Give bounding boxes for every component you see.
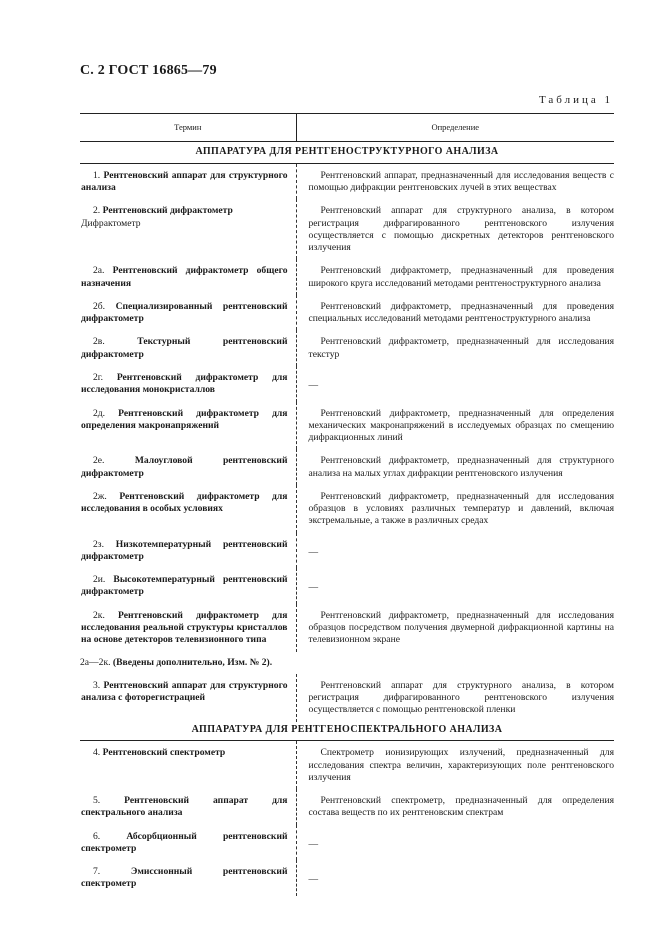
term-cell bbox=[80, 533, 296, 569]
term-row bbox=[80, 199, 614, 259]
definition-text: Рентгеновский дифрактометр, предназначенный для исследования текстур bbox=[308, 336, 614, 360]
definition-cell bbox=[296, 860, 614, 896]
term-number: 2г. bbox=[93, 371, 104, 383]
term-row bbox=[80, 449, 614, 485]
definition-cell bbox=[296, 449, 614, 485]
term-number: 2ж. bbox=[93, 490, 107, 502]
term-number: 2д. bbox=[93, 407, 106, 419]
term-cell bbox=[80, 604, 296, 652]
definition-text: Рентгеновский дифрактометр, предназначенный для исследования образцов в условиях различных температур и давлений, включая экстремальные, а также в различных средах bbox=[308, 490, 614, 527]
term-cell bbox=[80, 789, 296, 825]
definition-cell bbox=[296, 199, 614, 259]
term-row bbox=[80, 533, 614, 569]
term-text: Рентгеновский спектрометр bbox=[102, 747, 226, 759]
term-number: 3. bbox=[93, 679, 101, 691]
term-row bbox=[80, 163, 614, 199]
definition-text: Рентгеновский аппарат, предназначенный для исследования веществ с помощью дифракции рентгеновских лучей в этих веществах bbox=[308, 169, 614, 194]
definition-cell bbox=[296, 295, 614, 331]
definition-text: Рентгеновский дифрактометр, предназначенный для проведения специальных исследований методами рентгеноструктурного анализа bbox=[308, 300, 614, 325]
term-text: Рентгеновский дифрактометр для исследования реальной структуры кристаллов на основе детекторов телевизионного типа bbox=[81, 609, 288, 646]
amendment-note-text: (Введены дополнительно, Изм. № 2). bbox=[112, 656, 273, 668]
term-number: 1. bbox=[93, 169, 101, 181]
definition-text: Рентгеновский аппарат для структурного анализа, в котором регистрация дифрагированного рентгеновского излучения осуществляется с помощью рентгеновской пленки bbox=[308, 679, 614, 716]
term-text: Рентгеновский аппарат для структурного анализа bbox=[81, 169, 288, 194]
term-cell bbox=[80, 295, 296, 331]
table-body bbox=[80, 142, 614, 652]
term-text: Высокотемпературный рентгеновский дифрактометр bbox=[81, 574, 288, 598]
term-text: Специализированный рентгеновский дифрактометр bbox=[81, 300, 288, 325]
term-text: Рентгеновский дифрактометр для определения макронапряжений bbox=[81, 407, 288, 431]
term-number: 2а. bbox=[93, 265, 105, 277]
term-cell bbox=[80, 860, 296, 896]
term-text: Рентгеновский дифрактометр bbox=[102, 205, 233, 217]
term-row bbox=[80, 259, 614, 295]
definition-cell bbox=[296, 674, 614, 722]
term-row bbox=[80, 295, 614, 331]
term-text: Малоугловой рентгеновский дифрактометр bbox=[81, 455, 288, 479]
term-row bbox=[80, 860, 614, 896]
section-title: АППАРАТУРА ДЛЯ РЕНТГЕНОСПЕКТРАЛЬНОГО АНАЛИЗА bbox=[80, 722, 614, 741]
term-cell bbox=[80, 825, 296, 861]
term-text: Рентгеновский дифрактометр для исследования монокристаллов bbox=[81, 371, 288, 396]
table-label: Таблица 1 bbox=[538, 94, 613, 106]
term-cell bbox=[80, 449, 296, 485]
definition-text: — bbox=[308, 838, 319, 850]
table-header-row bbox=[80, 114, 614, 142]
definition-text: Рентгеновский дифрактометр, предназначенный для проведения широкого круга исследований методами рентгеноструктурного анализа bbox=[308, 265, 614, 289]
term-number: 2. bbox=[93, 205, 101, 217]
term-number: 2з. bbox=[93, 538, 104, 550]
definition-text: Рентгеновский дифрактометр, предназначенный для структурного анализа на малых углах дифракции рентгеновского излучения bbox=[308, 455, 614, 479]
definition-cell bbox=[296, 259, 614, 295]
term-number: 6. bbox=[93, 830, 101, 842]
term-text: Рентгеновский дифрактометр общего назначения bbox=[81, 265, 288, 289]
definition-text: Рентгеновский спектрометр, предназначенный для определения состава веществ по их рентгеновским спектрам bbox=[308, 795, 614, 819]
term-row bbox=[80, 568, 614, 604]
term-row bbox=[80, 604, 614, 652]
table-body-row3 bbox=[80, 674, 614, 722]
term-number: 2е. bbox=[93, 455, 105, 467]
definition-cell bbox=[296, 741, 614, 789]
definition-text: Спектрометр ионизирующих излучений, предназначенный для исследования спектра величин, характеризующих поле рентгеновского излучения bbox=[308, 747, 614, 783]
definition-text: — bbox=[308, 546, 319, 558]
table-body-spectral bbox=[80, 741, 614, 896]
term-text: Абсорбционный рентгеновский спектрометр bbox=[81, 830, 288, 854]
section-title: АППАРАТУРА ДЛЯ РЕНТГЕНОСТРУКТУРНОГО АНАЛИЗА bbox=[80, 142, 614, 164]
term-row bbox=[80, 825, 614, 861]
term-number: 2и. bbox=[93, 574, 106, 586]
term-text: Рентгеновский аппарат для структурного анализа с фоторегистрацией bbox=[81, 679, 288, 704]
definition-cell bbox=[296, 485, 614, 533]
definition-text: Рентгеновский дифрактометр, предназначенный для исследования образцов посредством получения двумерной дифракционной картины на телевизионном экране bbox=[308, 609, 614, 646]
term-row bbox=[80, 789, 614, 825]
term-cell bbox=[80, 402, 296, 450]
term-number: 2б. bbox=[93, 300, 106, 312]
term-number: 5. bbox=[93, 795, 101, 807]
term-row bbox=[80, 402, 614, 450]
column-header-definition: Определение bbox=[296, 114, 614, 142]
term-number: 4. bbox=[93, 747, 101, 759]
column-header-term: Термин bbox=[80, 114, 296, 142]
term-row bbox=[80, 330, 614, 366]
term-row bbox=[80, 485, 614, 533]
term-row bbox=[80, 366, 614, 402]
term-cell bbox=[80, 330, 296, 366]
section-heading-structural bbox=[80, 142, 614, 164]
term-cell bbox=[80, 741, 296, 789]
section-heading-spectral bbox=[80, 722, 614, 741]
amendment-note bbox=[80, 652, 614, 674]
definition-cell bbox=[296, 366, 614, 402]
term-text: Рентгеновский дифрактометр для исследования в особых условиях bbox=[81, 490, 288, 515]
term-row bbox=[80, 674, 614, 722]
term-synonym: Дифрактометр bbox=[81, 217, 141, 229]
term-cell bbox=[80, 485, 296, 533]
definition-text: — bbox=[308, 582, 319, 594]
term-cell bbox=[80, 163, 296, 199]
definition-text: Рентгеновский аппарат для структурного анализа, в котором регистрация дифрагированного рентгеновского излучения осуществляется с помощью дискретных детекторов рентгеновского излучения bbox=[308, 205, 614, 254]
term-text: Низкотемпературный рентгеновский дифрактометр bbox=[81, 538, 288, 562]
definition-cell bbox=[296, 402, 614, 450]
term-number: 7. bbox=[93, 866, 101, 878]
amendment-note-number: 2а—2к. bbox=[80, 656, 111, 668]
term-cell bbox=[80, 674, 296, 722]
definition-cell bbox=[296, 825, 614, 861]
term-cell bbox=[80, 366, 296, 402]
term-cell bbox=[80, 199, 296, 259]
page-header: С. 2 ГОСТ 16865—79 bbox=[80, 63, 217, 78]
amendment-note-row bbox=[80, 652, 614, 674]
term-text: Текстурный рентгеновский дифрактометр bbox=[81, 336, 288, 360]
definition-text: — bbox=[308, 874, 319, 886]
definition-cell bbox=[296, 163, 614, 199]
definition-text: Рентгеновский дифрактометр, предназначенный для определения механических макронапряжений в исследуемых образцах по смещению дифракционных линий bbox=[308, 407, 614, 444]
table-section2-body bbox=[80, 722, 614, 741]
definition-cell bbox=[296, 604, 614, 652]
term-number: 2к. bbox=[93, 609, 105, 621]
definition-cell bbox=[296, 533, 614, 569]
terms-table bbox=[80, 113, 614, 896]
definition-cell bbox=[296, 568, 614, 604]
term-text: Рентгеновский аппарат для спектрального анализа bbox=[81, 795, 288, 819]
definition-cell bbox=[296, 789, 614, 825]
term-text: Эмиссионный рентгеновский спектрометр bbox=[81, 866, 288, 890]
term-row bbox=[80, 741, 614, 789]
term-cell bbox=[80, 259, 296, 295]
table-note-body bbox=[80, 652, 614, 674]
definition-text: — bbox=[308, 379, 319, 391]
term-number: 2в. bbox=[93, 336, 105, 348]
definition-cell bbox=[296, 330, 614, 366]
term-cell bbox=[80, 568, 296, 604]
